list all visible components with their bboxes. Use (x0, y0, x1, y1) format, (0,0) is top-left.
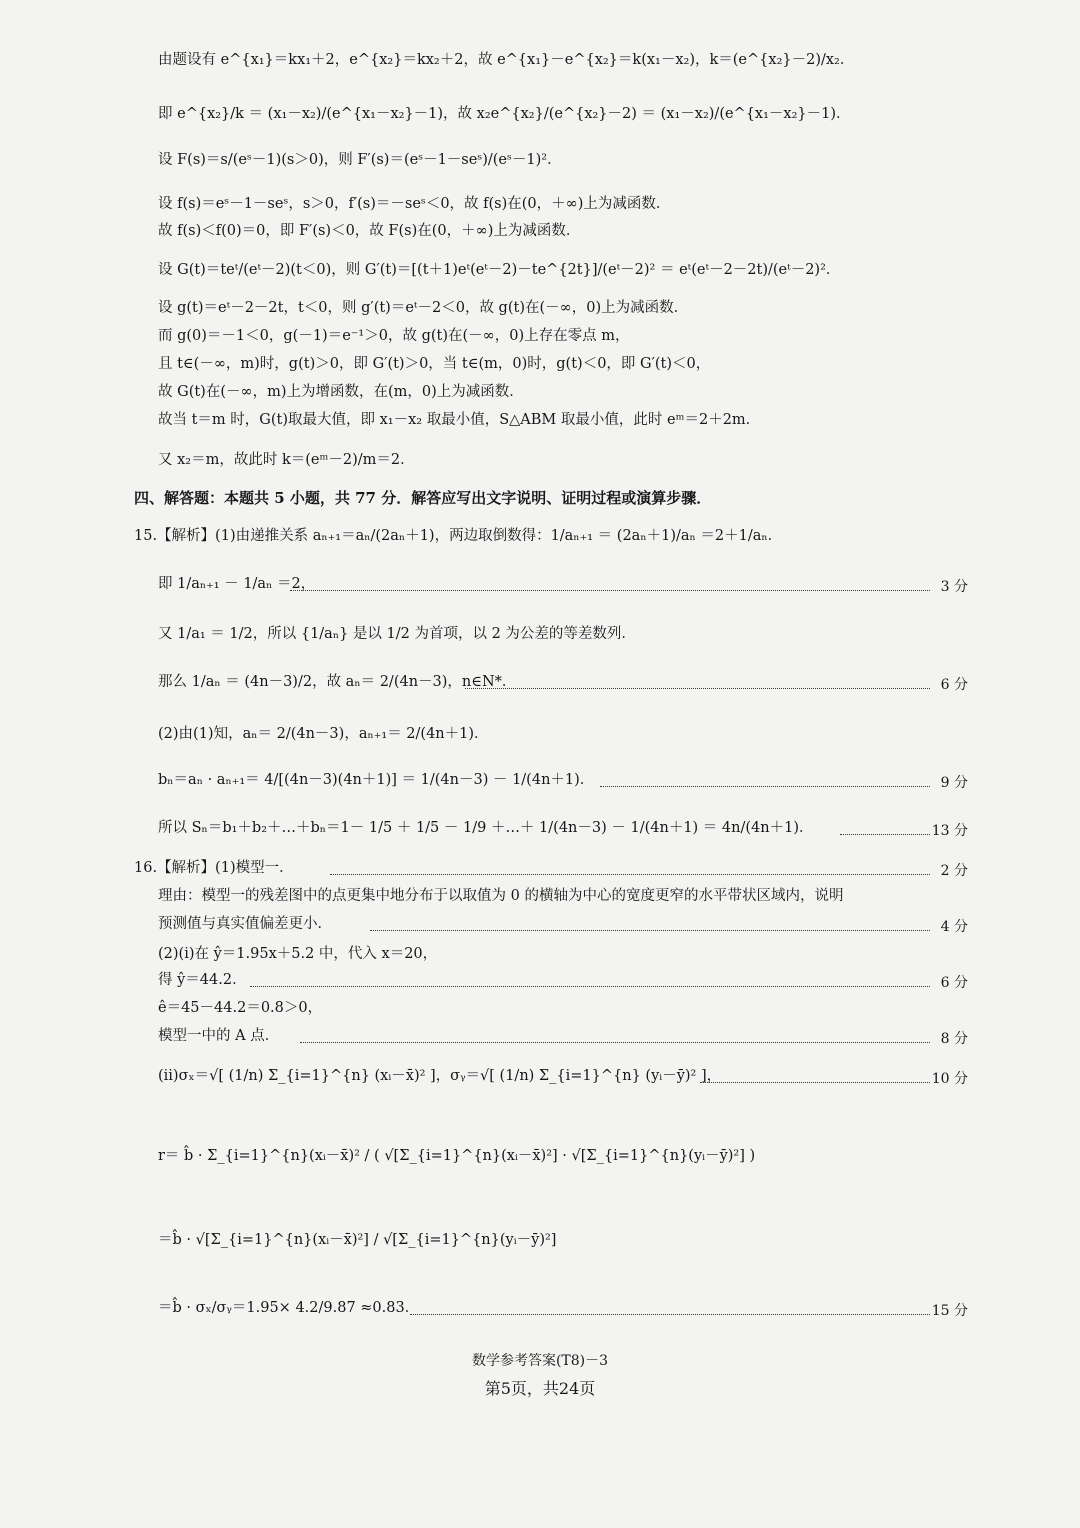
q16-line: ＝b̂ · √[Σ_{i=1}^{n}(xᵢ－x̄)²] / √[Σ_{i=1}^{n}(yᵢ－ȳ)²] (158, 1232, 557, 1248)
dot-leader (330, 874, 930, 875)
q16-line: r＝ b̂ · Σ_{i=1}^{n}(xᵢ－x̄)² / ( √[Σ_{i=1}^{n}(xᵢ－x̄)²] · √[Σ_{i=1}^{n}(yᵢ－ȳ)²] ) (158, 1148, 756, 1164)
page-number: 第5页，共24页 (484, 1379, 596, 1398)
dot-leader (410, 1314, 930, 1315)
q15-intro: 15.【解析】(1)由递推关系 aₙ₊₁＝aₙ/(2aₙ＋1)，两边取倒数得：1/aₙ₊₁ ＝ (2aₙ＋1)/aₙ ＝2＋1/aₙ． (134, 528, 783, 544)
score-mark: 15 分 (931, 1303, 968, 1319)
q15-line: 那么 1/aₙ ＝ (4n－3)/2，故 aₙ＝ 2/(4n－3)，n∈N*． (158, 674, 517, 690)
score-mark: 4 分 (940, 919, 968, 935)
q16-line: 模型一中的 A 点． (158, 1028, 280, 1044)
q16-line: (2)(ⅰ)在 ŷ＝1.95x＋5.2 中，代入 x＝20， (158, 946, 438, 962)
text-line: 故 f(s)＜f(0)＝0，即 F′(s)＜0，故 F(s)在(0，＋∞)上为减函数． (158, 223, 581, 239)
q16-line: 理由：模型一的残差图中的点更集中地分布于以取值为 0 的横轴为中心的宽度更窄的水平带状区域内，说明 (158, 888, 844, 904)
text-line: 故当 t＝m 时，G(t)取最大值，即 x₁－x₂ 取最小值，S△ABM 取最小值，此时 eᵐ＝2＋2m． (158, 412, 761, 428)
text-line: 设 f(s)＝eˢ－1－seˢ，s＞0，f′(s)＝－seˢ＜0，故 f(s)在(0，＋∞)上为减函数． (158, 196, 671, 212)
text-line: 且 t∈(－∞，m)时，g(t)＞0，即 G′(t)＞0，当 t∈(m，0)时，g(t)＜0，即 G′(t)＜0， (158, 356, 711, 372)
score-mark: 6 分 (940, 975, 968, 991)
q15-line: (2)由(1)知，aₙ＝ 2/(4n－3)，aₙ₊₁＝ 2/(4n＋1)． (158, 726, 489, 742)
text-line: 又 x₂＝m，故此时 k＝(eᵐ－2)/m＝2． (158, 452, 415, 468)
score-mark: 2 分 (940, 863, 968, 879)
text-line: 而 g(0)＝－1＜0，g(－1)＝e⁻¹＞0，故 g(t)在(－∞，0)上存在零点 m， (158, 328, 630, 344)
page-footer-code: 数学参考答案(T8)－3 (471, 1353, 609, 1369)
dot-leader (465, 688, 930, 689)
dot-leader (700, 1082, 930, 1083)
text-line: 设 G(t)＝teᵗ/(eᵗ－2)(t＜0)，则 G′(t)＝[(t＋1)eᵗ(eᵗ－2)－te^{2t}]/(eᵗ－2)² ＝ eᵗ(eᵗ－2－2t)/(eᵗ－2)²． (158, 262, 841, 278)
score-mark: 9 分 (940, 775, 968, 791)
q16-line: 预测值与真实值偏差更小． (158, 916, 332, 932)
section-heading: 四、解答题：本题共 5 小题，共 77 分．解答应写出文字说明、证明过程或演算步骤． (134, 489, 712, 507)
q15-line: bₙ＝aₙ · aₙ₊₁＝ 4/[(4n－3)(4n＋1)] ＝ 1/(4n－3) － 1/(4n＋1)． (158, 772, 595, 788)
score-mark: 10 分 (931, 1071, 968, 1087)
dot-leader (290, 590, 930, 591)
q16-line: 得 ŷ＝44.2． (158, 972, 247, 988)
q16-line: ＝b̂ · σₓ/σᵧ＝1.95× 4.2/9.87 ≈0.83． (158, 1300, 420, 1316)
score-mark: 3 分 (940, 579, 968, 595)
q16-line: ê＝45－44.2＝0.8＞0， (158, 1000, 323, 1016)
text-line: 设 F(s)＝s/(eˢ－1)(s＞0)，则 F′(s)＝(eˢ－1－seˢ)/(eˢ－1)²． (158, 152, 562, 168)
q15-line: 又 1/a₁ ＝ 1/2，所以 {1/aₙ} 是以 1/2 为首项，以 2 为公差的等差数列． (158, 626, 636, 642)
score-mark: 6 分 (940, 677, 968, 693)
q15-line: 所以 Sₙ＝b₁＋b₂＋…＋bₙ＝1－ 1/5 ＋ 1/5 － 1/9 ＋…＋ 1/(4n－3) － 1/(4n＋1) ＝ 4n/(4n＋1)． (158, 820, 814, 836)
score-mark: 13 分 (931, 823, 968, 839)
dot-leader (300, 1042, 930, 1043)
score-mark: 8 分 (940, 1031, 968, 1047)
text-line: 设 g(t)＝eᵗ－2－2t，t＜0，则 g′(t)＝eᵗ－2＜0，故 g(t)在(－∞，0)上为减函数． (158, 300, 689, 316)
text-line: 故 G(t)在(－∞，m)上为增函数，在(m，0)上为减函数． (158, 384, 524, 400)
q16-line: (ⅱ)σₓ＝√[ (1/n) Σ_{i=1}^{n} (xᵢ－x̄)² ]，σᵧ＝√[ (1/n) Σ_{i=1}^{n} (yᵢ－ȳ)² ]， (158, 1068, 722, 1084)
q15-line: 即 1/aₙ₊₁ － 1/aₙ ＝2， (158, 576, 316, 592)
dot-leader (840, 834, 930, 835)
dot-leader (370, 930, 930, 931)
dot-leader (600, 786, 930, 787)
dot-leader (250, 986, 930, 987)
q16-intro: 16.【解析】(1)模型一． (134, 860, 294, 876)
text-line: 由题设有 e^{x₁}＝kx₁＋2，e^{x₂}＝kx₂＋2，故 e^{x₁}－e^{x₂}＝k(x₁－x₂)，k＝(e^{x₂}－2)/x₂． (158, 52, 855, 68)
text-line: 即 e^{x₂}/k ＝ (x₁－x₂)/(e^{x₁－x₂}－1)，故 x₂e^{x₂}/(e^{x₂}－2) ＝ (x₁－x₂)/(e^{x₁－x₂}－1)． (158, 106, 851, 122)
